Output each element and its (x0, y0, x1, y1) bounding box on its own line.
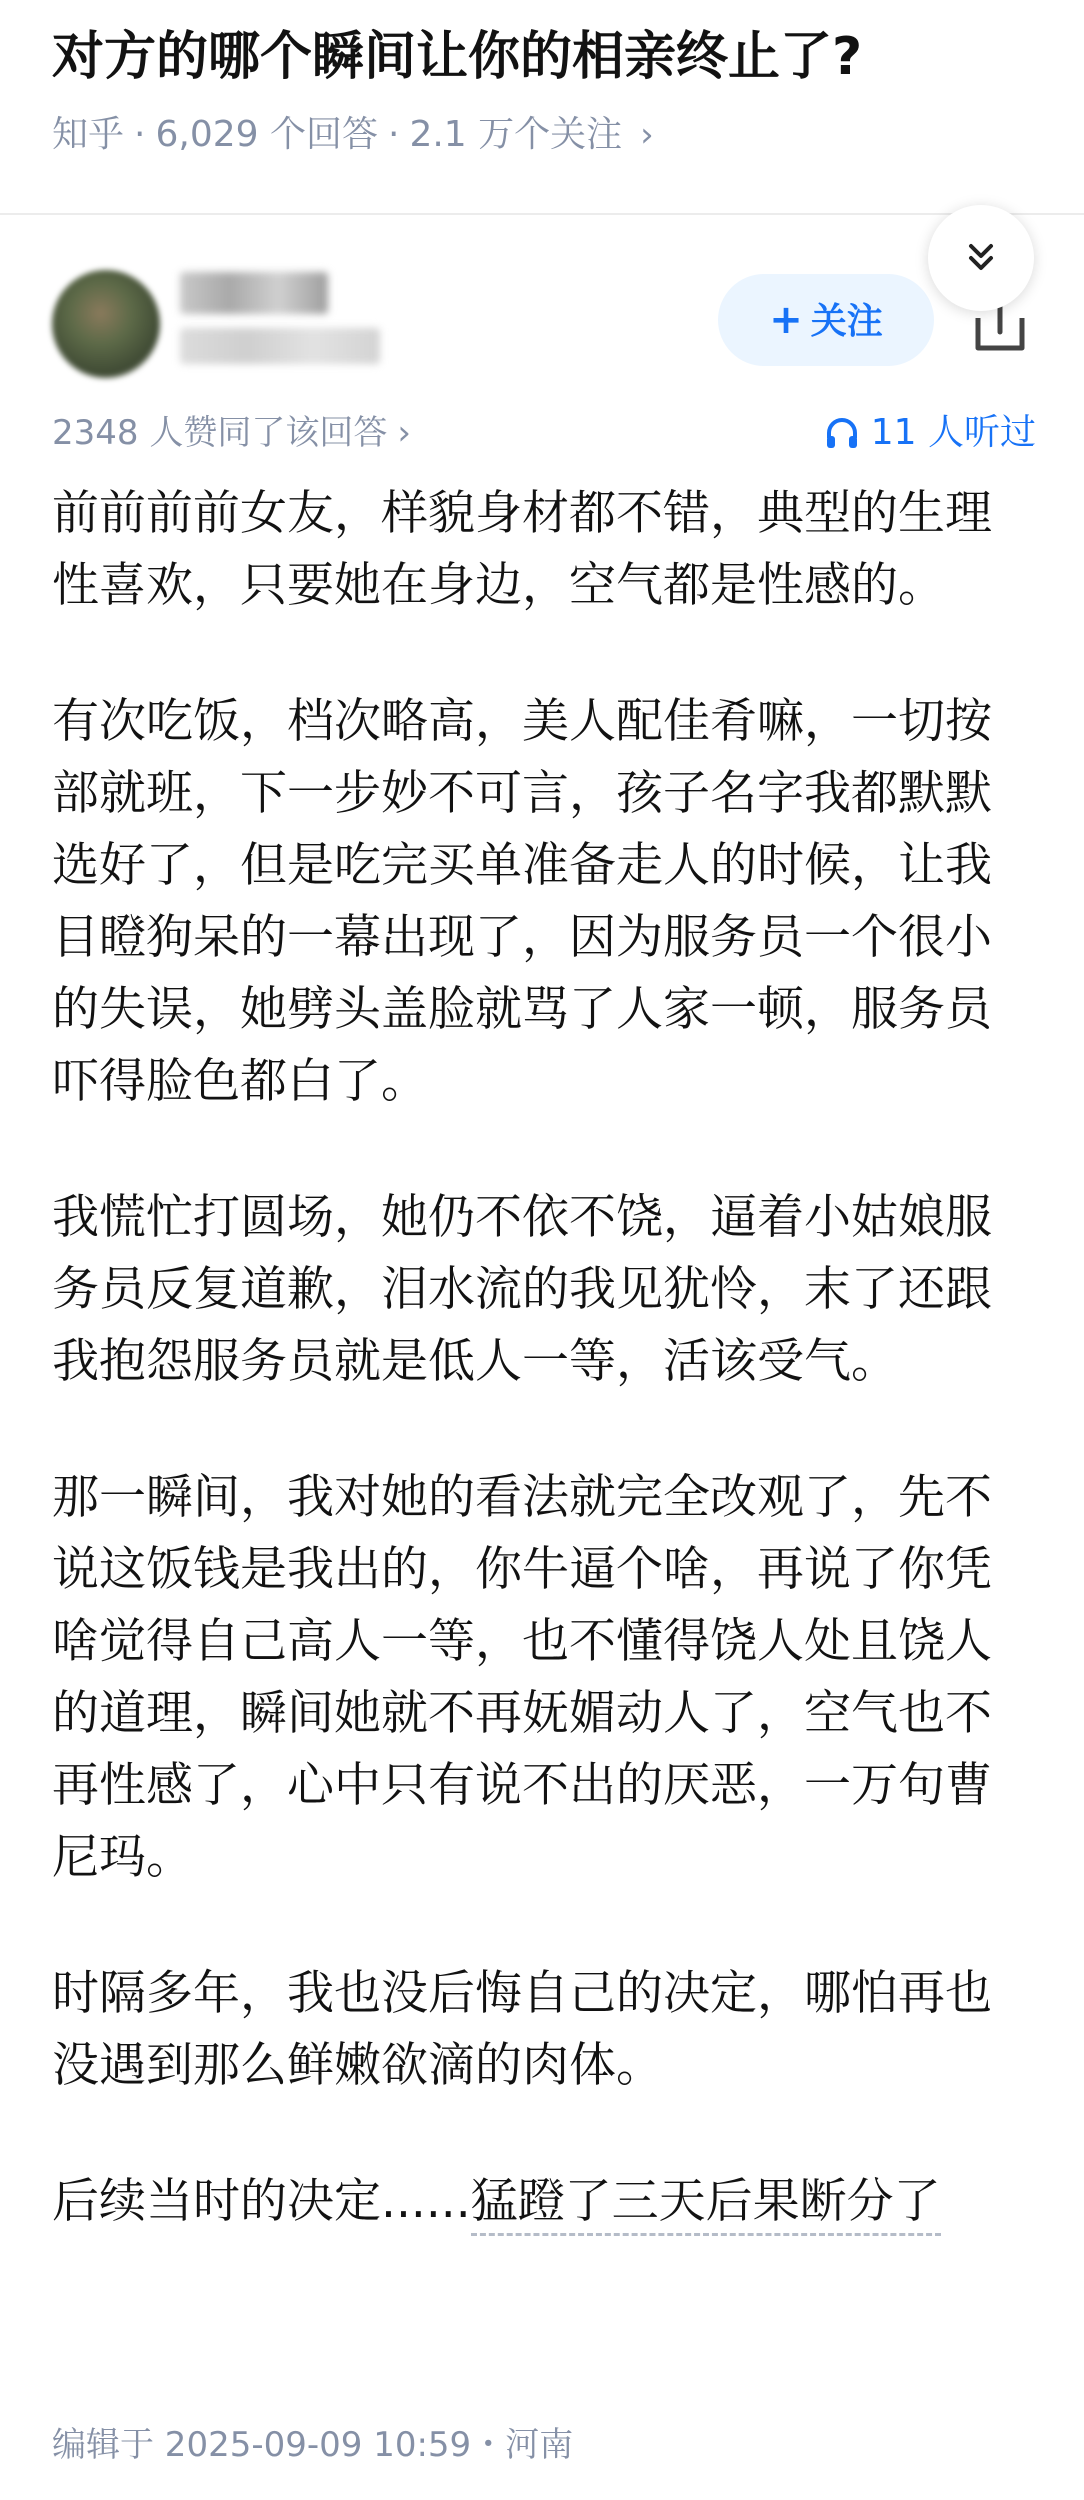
underlined-text[interactable]: 猛蹬了三天后果断分了 (471, 2174, 941, 2236)
question-header (0, 0, 1084, 215)
paragraph: 那一瞬间，我对她的看法就完全改观了，先不说这饭钱是我出的，你牛逼个啥，再说了你凭啥觉得自己高人一等，也不懂得饶人处且饶人的道理，瞬间她就不再妩媚动人了，空气也不再性感了，心中只有说不出的厌恶，一万句曹尼玛。 (52, 1470, 992, 1885)
source-label: 知乎 (52, 114, 125, 155)
avatar[interactable] (52, 270, 160, 378)
edited-timestamp: 编辑于 2025-09-09 10:59・河南 (52, 2425, 574, 2465)
meta-dot: · (387, 114, 400, 155)
chevron-right-icon: › (640, 115, 654, 155)
likes-count: 2348 人赞同了该回答 (52, 413, 388, 453)
answer-stats (0, 400, 1084, 470)
paragraph (52, 2166, 1037, 2238)
likes-link[interactable] (52, 408, 411, 458)
author-row (0, 230, 1084, 400)
meta-dot: · (134, 114, 146, 155)
listen-button[interactable] (823, 408, 1036, 458)
follow-button[interactable] (718, 274, 934, 366)
follow-label: 关注 (810, 301, 883, 342)
chevron-right-icon: › (397, 413, 411, 453)
double-chevron-down-icon (963, 240, 999, 276)
listen-count: 11 人听过 (870, 412, 1036, 453)
plus-icon: + (769, 297, 803, 343)
question-title[interactable]: 对方的哪个瞬间让你的相亲终止了? (52, 27, 863, 87)
headphones-icon (823, 414, 861, 452)
author-name-blurred[interactable] (180, 272, 328, 314)
paragraph: 前前前前女友，样貌身材都不错，典型的生理性喜欢，只要她在身边，空气都是性感的。 (52, 486, 992, 613)
paragraph: 时隔多年，我也没后悔自己的决定，哪怕再也没遇到那么鲜嫩欲滴的肉体。 (52, 1966, 992, 2093)
paragraph-text: 后续当时的决定...... (52, 2174, 471, 2229)
header-divider (0, 213, 1084, 215)
author-bio-blurred (180, 328, 380, 364)
paragraph: 有次吃饭，档次略高，美人配佳肴嘛，一切按部就班，下一步妙不可言，孩子名字我都默默选好了，但是吃完买单准备走人的时候，让我目瞪狗呆的一幕出现了，因为服务员一个很小的失误，她劈头盖脸就骂了人家一顿，服务员吓得脸色都白了。 (52, 694, 992, 1109)
collapse-button[interactable] (928, 205, 1034, 311)
paragraph: 我慌忙打圆场，她仍不依不饶，逼着小姑娘服务员反复道歉，泪水流的我见犹怜，末了还跟我抱怨服务员就是低人一等，活该受气。 (52, 1190, 992, 1389)
answer-content (52, 478, 1037, 2302)
followers-count: 2.1 万个关注 (409, 114, 623, 155)
question-meta[interactable] (52, 110, 654, 160)
answers-count: 6,029 个回答 (155, 114, 378, 155)
